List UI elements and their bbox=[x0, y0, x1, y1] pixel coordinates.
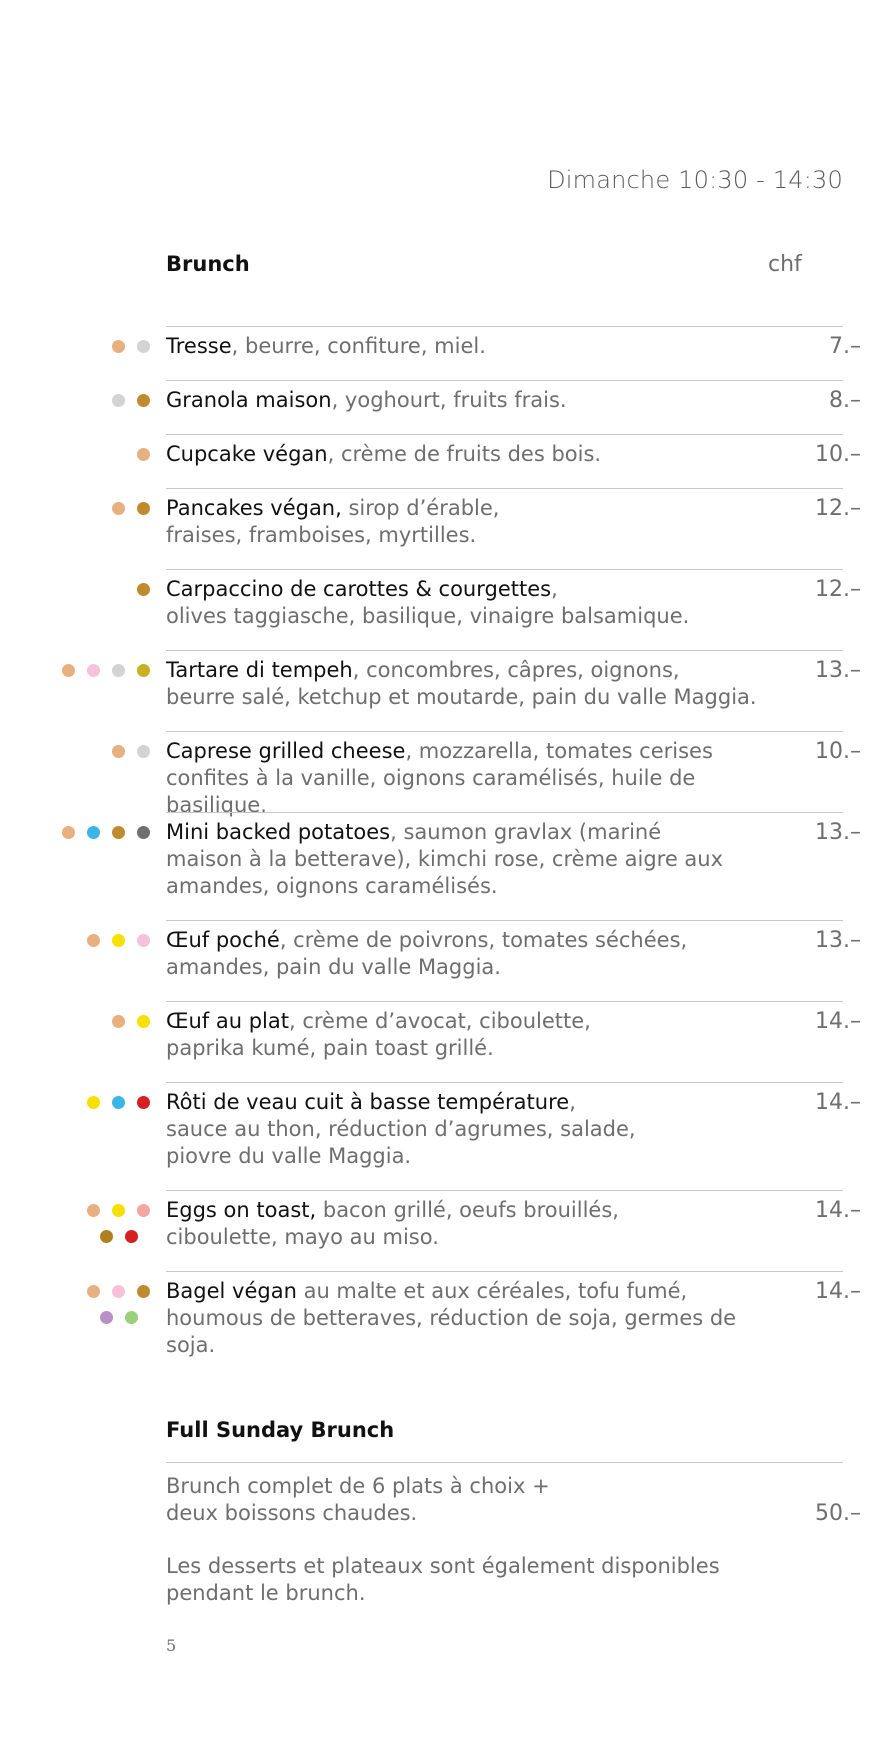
allergen-dot-icon bbox=[137, 394, 150, 407]
item-name: Cupcake végan bbox=[166, 442, 328, 466]
item-text bbox=[166, 657, 766, 711]
allergen-dot-icon bbox=[137, 1096, 150, 1109]
allergen-dot-icon bbox=[87, 1285, 100, 1298]
item-price: 10.– bbox=[815, 442, 861, 467]
item-name: Œuf au plat bbox=[166, 1009, 289, 1033]
allergen-dots bbox=[30, 448, 150, 474]
allergen-dot-icon bbox=[137, 1204, 150, 1217]
allergen-dots bbox=[30, 934, 150, 960]
allergen-dot-icon bbox=[112, 1204, 125, 1217]
allergen-dots bbox=[30, 502, 150, 528]
item-description: , saumon gravlax (mariné maison à la betterave), kimchi rose, crème aigre aux amandes, oignons caramélisés. bbox=[166, 820, 724, 898]
item-text bbox=[166, 441, 766, 468]
allergen-dot-icon bbox=[137, 1015, 150, 1028]
full-brunch-price: 50.– bbox=[815, 1501, 861, 1526]
opening-hours: Dimanche 10:30 - 14:30 bbox=[547, 166, 843, 194]
item-name: Mini backed potatoes bbox=[166, 820, 391, 844]
allergen-dot-icon bbox=[112, 745, 125, 758]
allergen-dot-icon bbox=[112, 826, 125, 839]
menu-item bbox=[166, 1271, 861, 1357]
allergen-dot-icon bbox=[125, 1230, 138, 1243]
item-description: , crème de poivrons, tomates séchées, amandes, pain du valle Maggia. bbox=[166, 928, 688, 979]
allergen-dot-icon bbox=[137, 826, 150, 839]
full-brunch-description: Brunch complet de 6 plats à choix + deux boissons chaudes. bbox=[166, 1474, 550, 1525]
item-name: Tartare di tempeh bbox=[166, 658, 353, 682]
menu-item bbox=[166, 812, 861, 920]
item-name: Bagel végan bbox=[166, 1279, 297, 1303]
allergen-dot-icon bbox=[137, 664, 150, 677]
item-name: Caprese grilled cheese bbox=[166, 739, 406, 763]
item-text bbox=[166, 1278, 766, 1359]
menu-item bbox=[166, 488, 861, 569]
item-name: Tresse bbox=[166, 334, 232, 358]
item-text bbox=[166, 1197, 766, 1251]
item-description: , yoghourt, fruits frais. bbox=[331, 388, 567, 412]
item-description: sirop d’érable, fraises, framboises, myrtilles. bbox=[166, 496, 500, 547]
item-name: Œuf poché bbox=[166, 928, 280, 952]
allergen-dots bbox=[30, 1096, 150, 1122]
allergen-dot-icon bbox=[137, 502, 150, 515]
item-text bbox=[166, 576, 766, 630]
item-description: , sauce au thon, réduction d’agrumes, salade, piovre du valle Maggia. bbox=[166, 1090, 636, 1168]
item-description: , mozzarella, tomates cerises confites à la vanille, oignons caramélisés, huile de basilique. bbox=[166, 739, 713, 817]
menu-item bbox=[166, 920, 861, 1001]
allergen-dots bbox=[30, 394, 150, 420]
allergen-dot-icon bbox=[62, 826, 75, 839]
menu-item bbox=[166, 1001, 861, 1082]
item-description: bacon grillé, oeufs brouillés, ciboulette, mayo au miso. bbox=[166, 1198, 619, 1249]
item-text bbox=[166, 927, 766, 981]
allergen-dot-icon bbox=[137, 448, 150, 461]
menu-item bbox=[166, 569, 861, 650]
allergen-dot-icon bbox=[100, 1230, 113, 1243]
full-brunch-note: Les desserts et plateaux sont également disponibles pendant le brunch. bbox=[166, 1554, 720, 1605]
item-text bbox=[166, 387, 766, 414]
item-text bbox=[166, 738, 766, 819]
allergen-dot-icon bbox=[112, 340, 125, 353]
allergen-dot-icon bbox=[87, 934, 100, 947]
item-price: 14.– bbox=[815, 1090, 861, 1115]
menu-item bbox=[166, 1082, 861, 1190]
item-price: 13.– bbox=[815, 820, 861, 845]
item-price: 14.– bbox=[815, 1009, 861, 1034]
allergen-dot-icon bbox=[112, 394, 125, 407]
page-number: 5 bbox=[166, 1636, 177, 1655]
item-name: Rôti de veau cuit à basse température bbox=[166, 1090, 570, 1114]
item-description: , concombres, câpres, oignons, beurre salé, ketchup et moutarde, pain du valle Maggia. bbox=[166, 658, 757, 709]
menu-item bbox=[166, 731, 861, 817]
item-price: 13.– bbox=[815, 928, 861, 953]
item-price: 8.– bbox=[829, 388, 861, 413]
item-description: , beurre, confiture, miel. bbox=[231, 334, 486, 358]
item-text bbox=[166, 333, 766, 360]
item-description: au malte et aux céréales, tofu fumé, houmous de betteraves, réduction de soja, germes de soja. bbox=[166, 1279, 737, 1357]
item-description: , crème de fruits des bois. bbox=[327, 442, 602, 466]
allergen-dot-icon bbox=[112, 934, 125, 947]
allergen-dot-icon bbox=[137, 934, 150, 947]
menu-item bbox=[166, 434, 861, 488]
item-price: 12.– bbox=[815, 577, 861, 602]
menu-item bbox=[166, 1190, 861, 1271]
allergen-dots bbox=[30, 340, 150, 366]
allergen-dot-icon bbox=[87, 1096, 100, 1109]
item-price: 10.– bbox=[815, 739, 861, 764]
allergen-dot-icon bbox=[87, 826, 100, 839]
item-price: 14.– bbox=[815, 1198, 861, 1223]
item-text bbox=[166, 819, 766, 900]
full-brunch-block bbox=[166, 1462, 861, 1607]
allergen-dot-icon bbox=[62, 664, 75, 677]
item-price: 7.– bbox=[829, 334, 861, 359]
item-price: 13.– bbox=[815, 658, 861, 683]
allergen-dots bbox=[30, 745, 150, 771]
allergen-dots bbox=[30, 664, 150, 690]
allergen-dot-icon bbox=[100, 1311, 113, 1324]
allergen-dot-icon bbox=[112, 1285, 125, 1298]
allergen-dot-icon bbox=[112, 1015, 125, 1028]
allergen-dot-icon bbox=[137, 583, 150, 596]
item-description: , crème d’avocat, ciboulette, paprika kumé, pain toast grillé. bbox=[166, 1009, 591, 1060]
allergen-dot-icon bbox=[137, 340, 150, 353]
menu-item bbox=[166, 650, 861, 731]
allergen-dots bbox=[30, 826, 150, 852]
allergen-dot-icon bbox=[137, 745, 150, 758]
allergen-dot-icon bbox=[112, 664, 125, 677]
item-text bbox=[166, 495, 766, 549]
allergen-dot-icon bbox=[125, 1311, 138, 1324]
menu-item bbox=[166, 326, 861, 380]
allergen-dot-icon bbox=[87, 664, 100, 677]
item-text bbox=[166, 1089, 766, 1170]
item-description: , olives taggiasche, basilique, vinaigre balsamique. bbox=[166, 577, 690, 628]
item-name: Eggs on toast, bbox=[166, 1198, 317, 1222]
allergen-dots bbox=[30, 1285, 150, 1337]
allergen-dots bbox=[30, 1204, 150, 1256]
item-text bbox=[166, 1008, 766, 1062]
allergen-dot-icon bbox=[87, 1204, 100, 1217]
item-price: 12.– bbox=[815, 496, 861, 521]
allergen-dots bbox=[30, 1015, 150, 1041]
currency-label: chf bbox=[768, 252, 802, 277]
item-price: 14.– bbox=[815, 1279, 861, 1304]
allergen-dot-icon bbox=[112, 502, 125, 515]
item-name: Carpaccino de carottes & courgettes bbox=[166, 577, 552, 601]
item-name: Pancakes végan, bbox=[166, 496, 342, 520]
section-title-full-brunch: Full Sunday Brunch bbox=[166, 1418, 395, 1442]
item-name: Granola maison bbox=[166, 388, 332, 412]
menu-list bbox=[0, 326, 877, 1357]
allergen-dots bbox=[30, 583, 150, 609]
section-title-brunch: Brunch bbox=[166, 252, 250, 276]
allergen-dot-icon bbox=[137, 1285, 150, 1298]
menu-item bbox=[166, 380, 861, 434]
allergen-dot-icon bbox=[112, 1096, 125, 1109]
